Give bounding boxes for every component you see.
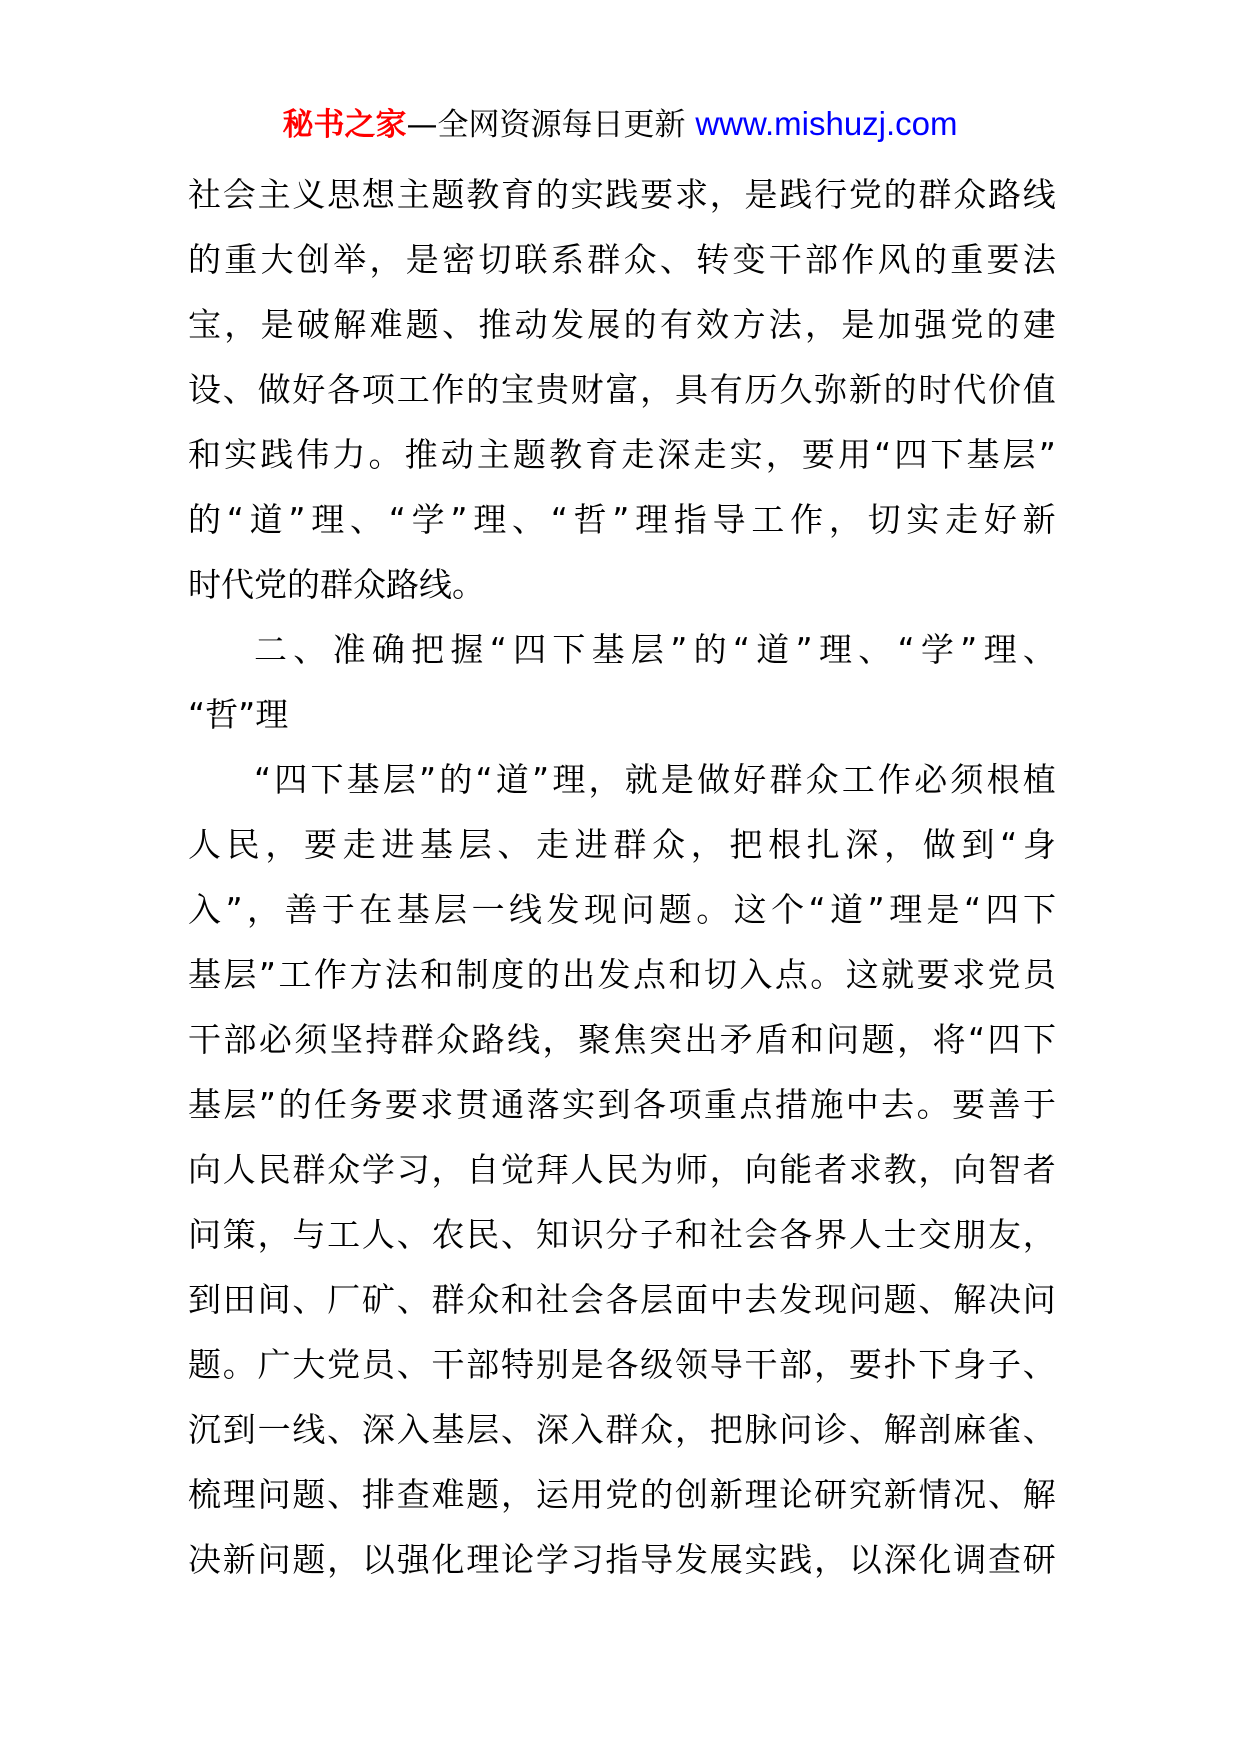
brand-name: 秘书之家 (282, 107, 407, 143)
text-line: 时代党的群众路线。 (188, 565, 485, 604)
text-line: 入 ” ， 善 于 在 基 层 一 线 发 现 问 题 。 这 个 “ 道 ” 理 是 “ 四 下 (188, 890, 1056, 929)
text-line: 的 “ 道 ” 理 、 “ 学 ” 理 、 “ 哲 ” 理 指 导 工 作 ， 切 实 走 好 新 (188, 500, 1056, 539)
section-heading-line: “哲”理 (188, 695, 289, 734)
text-line: “ 四 下 基 层 ” 的 “ 道 ” 理 ， 就 是 做 好 群 众 工 作 必 须 根 植 (254, 760, 1056, 799)
site-slogan: —全网资源每日更新 (406, 107, 686, 143)
site-header (0, 98, 1240, 150)
text-line: 干 部 必 须 坚 持 群 众 路 线 ， 聚 焦 突 出 矛 盾 和 问 题 ， 将 “ 四 下 (188, 1020, 1056, 1059)
text-line: 向 人 民 群 众 学 习 ， 自 觉 拜 人 民 为 师 ， 向 能 者 求 教 ， 向 智 者 (188, 1150, 1056, 1189)
text-line: 决 新 问 题 ， 以 强 化 理 论 学 习 指 导 发 展 实 践 ， 以 深 化 调 查 研 (188, 1540, 1056, 1579)
section-heading-line: 二 、 准 确 把 握 “ 四 下 基 层 ” 的 “ 道 ” 理 、 “ 学 ” 理 、 (254, 630, 1056, 669)
text-line: 宝 ， 是 破 解 难 题 、 推 动 发 展 的 有 效 方 法 ， 是 加 强 党 的 建 (188, 305, 1056, 344)
text-line: 基 层 ” 的 任 务 要 求 贯 通 落 实 到 各 项 重 点 措 施 中 去 。 要 善 于 (188, 1085, 1056, 1124)
text-line: 沉 到 一 线 、 深 入 基 层 、 深 入 群 众 ， 把 脉 问 诊 、 解 剖 麻 雀 、 (188, 1410, 1056, 1449)
text-line: 和 实 践 伟 力 。 推 动 主 题 教 育 走 深 走 实 ， 要 用 “ 四 下 基 层 ” (188, 435, 1056, 474)
text-line: 问 策 ， 与 工 人 、 农 民 、 知 识 分 子 和 社 会 各 界 人 士 交 朋 友 ， (188, 1215, 1056, 1254)
text-line: 到 田 间 、 厂 矿 、 群 众 和 社 会 各 层 面 中 去 发 现 问 题 、 解 决 问 (188, 1280, 1056, 1319)
text-line: 基 层 ” 工 作 方 法 和 制 度 的 出 发 点 和 切 入 点 。 这 就 要 求 党 员 (188, 955, 1056, 994)
site-url-link[interactable]: www.mishuzj.com (695, 105, 958, 142)
text-line: 社 会 主 义 思 想 主 题 教 育 的 实 践 要 求 ， 是 践 行 党 的 群 众 路 线 (188, 175, 1056, 214)
text-line: 的 重 大 创 举 ， 是 密 切 联 系 群 众 、 转 变 干 部 作 风 的 重 要 法 (188, 240, 1056, 279)
text-line: 题 。 广 大 党 员 、 干 部 特 别 是 各 级 领 导 干 部 ， 要 扑 下 身 子 、 (188, 1345, 1056, 1384)
text-line: 人 民 ， 要 走 进 基 层 、 走 进 群 众 ， 把 根 扎 深 ， 做 到 “ 身 (188, 825, 1056, 864)
text-line: 设 、 做 好 各 项 工 作 的 宝 贵 财 富 ， 具 有 历 久 弥 新 的 时 代 价 值 (188, 370, 1056, 409)
document-body (188, 162, 1056, 1592)
text-line: 梳 理 问 题 、 排 查 难 题 ， 运 用 党 的 创 新 理 论 研 究 新 情 况 、 解 (188, 1475, 1056, 1514)
